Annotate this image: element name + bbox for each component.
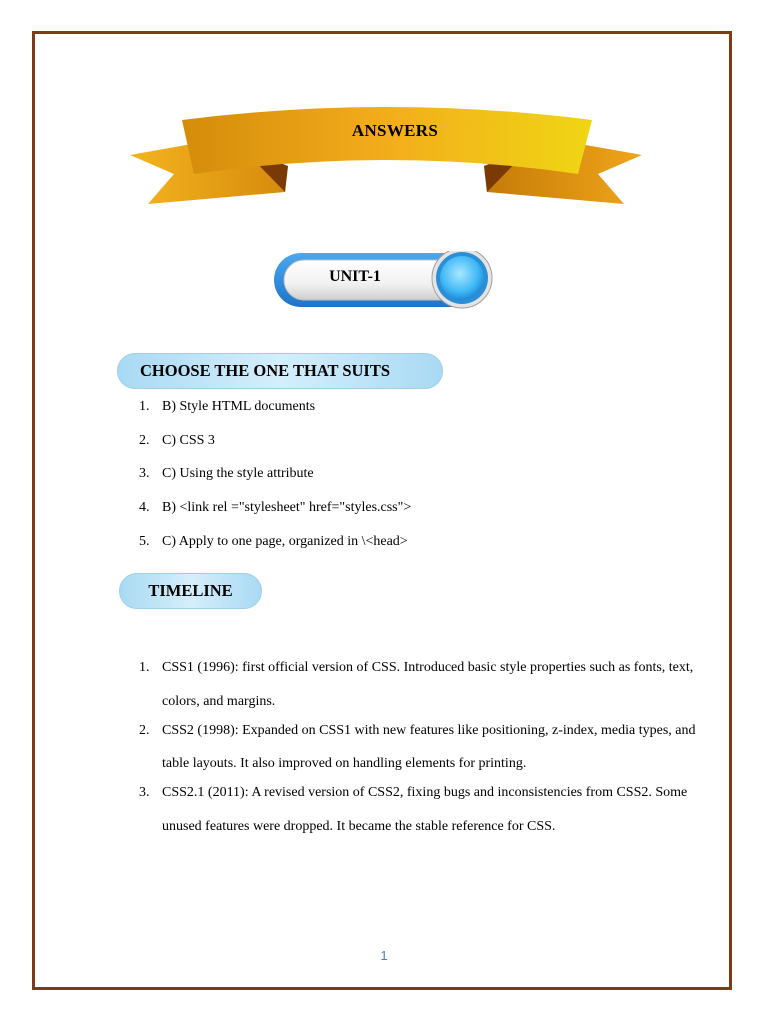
answers-ribbon-banner	[130, 100, 642, 210]
banner-title: ANSWERS	[351, 121, 439, 140]
item-number: 2.	[139, 432, 150, 448]
list-item	[136, 496, 411, 530]
item-text: CSS1 (1996): first official version of CSS. Introduced basic style properties such as fonts, text, colors, and margins.	[162, 660, 694, 709]
item-text: C) Using the style attribute	[162, 466, 314, 482]
list-item	[136, 530, 411, 564]
item-number: 1.	[139, 399, 150, 414]
item-number: 3.	[139, 466, 150, 482]
list-item	[136, 651, 696, 718]
item-text: C) CSS 3	[162, 432, 215, 448]
timeline-section-heading: TIMELINE	[119, 573, 262, 609]
choose-section-heading: CHOOSE THE ONE THAT SUITS	[117, 353, 443, 389]
item-text: CSS2.1 (2011): A revised version of CSS2, fixing bugs and inconsistencies from CSS2. Some unused features were dropped. It became the stable reference for CSS.	[162, 785, 688, 834]
item-text: B) Style HTML documents	[162, 399, 316, 414]
item-number: 1.	[139, 660, 150, 675]
item-text: CSS2 (1998): Expanded on CSS1 with new features like positioning, z-index, media types, and table layouts. It also improved on handling elements for printing.	[162, 722, 696, 771]
list-item	[136, 395, 411, 429]
item-number: 4.	[139, 500, 150, 516]
item-text: B) <link rel ="stylesheet" href="styles.css">	[162, 500, 412, 516]
item-number: 3.	[139, 785, 150, 800]
item-number: 5.	[139, 533, 150, 549]
list-item	[136, 429, 411, 463]
answers-list	[136, 395, 411, 563]
list-item	[136, 462, 411, 496]
list-item	[136, 776, 696, 843]
item-text: C) Apply to one page, organized in \<head>	[162, 533, 408, 549]
list-item	[136, 714, 696, 781]
timeline-list	[136, 651, 696, 843]
unit-label: UNIT-1	[329, 268, 381, 285]
page-number: 1	[380, 948, 388, 963]
item-number: 2.	[139, 722, 150, 738]
